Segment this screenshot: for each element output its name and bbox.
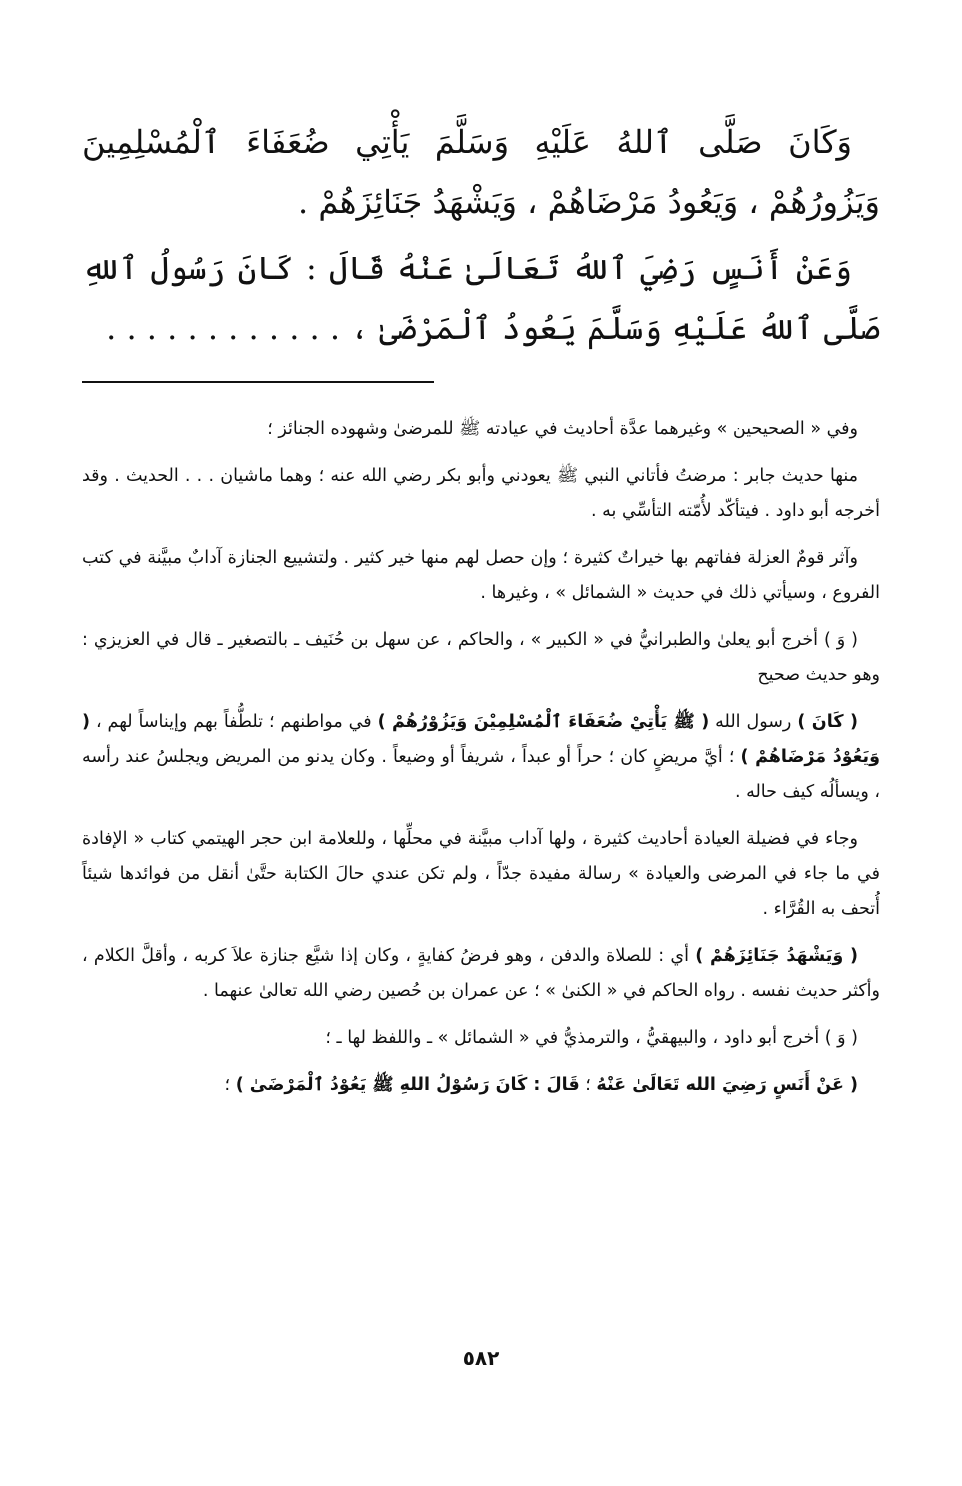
footnote-divider <box>82 381 434 383</box>
commentary-paragraph-1: وفي « الصحيحين » وغيرهما عدَّة أحاديث في عيادته ﷺ للمرضىٰ وشهوده الجنائز ؛ <box>267 419 858 439</box>
commentary-text-span: في مواطنهم ؛ تلطُّفاً بهم وإيناساً لهم ، <box>90 712 378 732</box>
commentary-paragraph-6: وجاء في فضيلة العيادة أحاديث كثيرة ، ولها آداب مبيَّنة في محلِّها ، وللعلامة ابن حجر الهيتمي كتاب « الإفادة في ما جاء في المرضى والعيادة » رسالة مفيدة جدّاً ، ولم تكن عندي حالَ الكتابة حتَّىٰ أنقل من فوائدها شيئاً أُتحف به القُرَّاء . <box>82 829 880 919</box>
commentary-text-span: ؛ <box>579 1075 597 1095</box>
quoted-matn: ( كَانَ ) <box>797 712 858 732</box>
commentary-paragraph-7 <box>82 939 880 1009</box>
commentary-text-span: ؛ أيَّ مريضٍ كان ؛ حراً أو عبداً ، شريفاً أو وضيعاً . وكان يدنو من المريض ويجلسُ عند رأسه ، ويسألُه كيف حاله . <box>82 747 880 802</box>
quoted-matn: ( ﷺ يَأْتِيْ ضُعَفَاءَ ٱلْمُسْلِمِيْنَ وَيَزُوْرُهُمْ ) <box>377 712 710 732</box>
hadith-text <box>82 112 880 364</box>
commentary-paragraph-8: ( وَ ) أخرج أبو داود ، والبيهقيُّ ، والترمذيُّ في « الشمائل » ـ واللفظ لها ـ ؛ <box>325 1028 858 1048</box>
commentary-text <box>82 412 880 1115</box>
quoted-matn: قَالَ : كَانَ رَسُوْلُ اللهِ ﷺ يَعُوْدُ ٱلْمَرْضَىٰ ) <box>235 1075 580 1095</box>
commentary-paragraph-2: منها حديث جابر : مرضتُ فأتاني النبي ﷺ يعودني وأبو بكر رضي الله عنه ؛ وهما ماشيان . . . الحديث . وقد أخرجه أبو داود . فيتأكّد لأُمّته التأسِّي به . <box>82 466 880 521</box>
commentary-text-span: أي : للصلاة والدفن ، وهو فرضُ كفايةٍ ، وكان إذا شيَّع جنازة علاَ كربه ، وأقلَّ الكلام ، وأكثر حديث نفسه . رواه الحاكم في « الكنىٰ » ؛ عن عمران بن حُصين رضي الله تعالىٰ عنهما . <box>82 946 880 1001</box>
commentary-paragraph-5 <box>82 705 880 810</box>
quoted-matn: ( وَيَعُوْدُ مَرْضَاهُمْ ) <box>82 712 880 767</box>
commentary-text-span: ؛ <box>224 1075 236 1095</box>
hadith-paragraph-1: وَكَانَ صَلَّى ٱللهُ عَلَيْهِ وَسَلَّمَ يَأْتِي ضُعَفَاءَ ٱلْمُسْلِمِينَ وَيَزُورُهُمْ ، وَيَعُودُ مَرْضَاهُمْ ، وَيَشْهَدُ جَنَائِزَهُمْ . <box>82 123 880 221</box>
quoted-matn: ( عَنْ أَنَسٍ رَضِيَ الله تَعَالَىٰ عَنْهُ <box>596 1075 858 1095</box>
quoted-matn: ( وَيَشْهَدُ جَنَائِزَهُمْ ) <box>695 946 858 966</box>
hadith-paragraph-2: وَعَنْ أَنَسٍ رَضِيَ ٱللهُ تَعَالَىٰ عَنْهُ قَالَ : كَانَ رَسُولُ ٱللهِ صَلَّى ٱللهُ عَلَيْهِ وَسَلَّمَ يَعُودُ ٱلْمَرْضَىٰ ، . . . . . . . . . . . . <box>82 249 880 347</box>
page-number: ٥٨٢ <box>462 1346 500 1370</box>
commentary-paragraph-3: وآثر قومٌ العزلة ففاتهم بها خيراتٌ كثيرة ؛ وإن حصل لهم منها خير كثير . ولتشييع الجنازة آدابٌ مبيَّنة في كتب الفروع ، وسيأتي ذلك في حديث « الشمائل » ، وغيرها . <box>82 548 880 603</box>
commentary-paragraph-4: ( وَ ) أخرج أبو يعلىٰ والطبرانيُّ في « الكبير » ، والحاكم ، عن سهل بن حُنَيف ـ بالتصغير ـ قال في العزيزي : وهو حديث صحيح <box>82 630 880 685</box>
commentary-paragraph-9 <box>82 1068 880 1103</box>
commentary-text-span: رسول الله <box>709 712 798 732</box>
